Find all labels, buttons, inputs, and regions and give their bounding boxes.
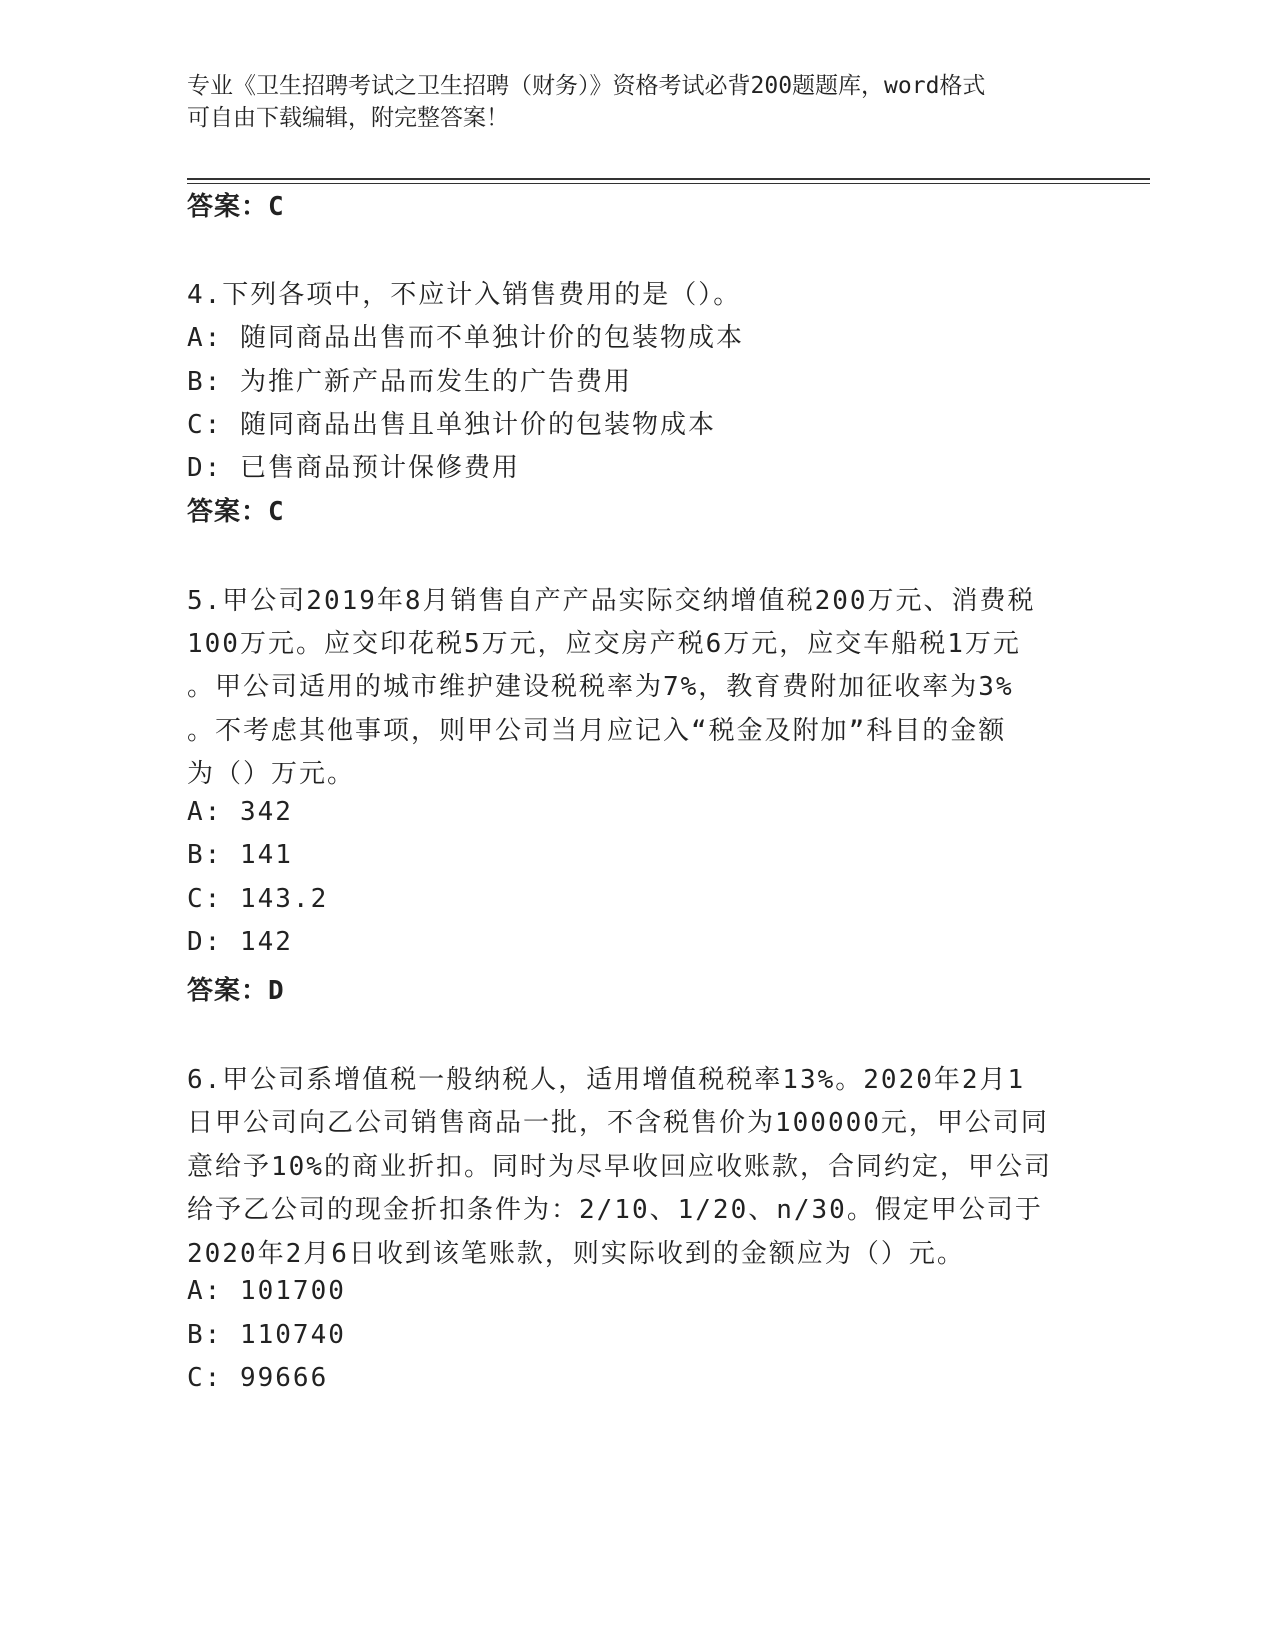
q6-stem-line-1: 6.甲公司系增值税一般纳税人，适用增值税税率13%。2020年2月1 — [187, 1065, 1026, 1095]
q5-stem-line-4: 。不考虑其他事项，则甲公司当月应记入“税金及附加”科目的金额 — [187, 716, 1007, 746]
q5-option-a: A: 342 — [187, 797, 293, 827]
header-line-1: 专业《卫生招聘考试之卫生招聘（财务）》资格考试必背200题题库，word格式 — [187, 73, 986, 99]
q4-stem: 4.下列各项中，不应计入销售费用的是（）。 — [187, 280, 742, 310]
q6-stem-line-4: 给予乙公司的现金折扣条件为：2/10、1/20、n/30。假定甲公司于 — [187, 1195, 1043, 1225]
q6-option-c: C: 99666 — [187, 1363, 329, 1393]
header-divider — [187, 178, 1150, 180]
q5-option-d: D: 142 — [187, 927, 293, 957]
answer-prev: 答案：C — [187, 192, 285, 222]
q5-option-b: B: 141 — [187, 840, 293, 870]
q5-option-c: C: 143.2 — [187, 884, 329, 914]
q5-answer: 答案：D — [187, 976, 285, 1006]
q6-stem-line-2: 日甲公司向乙公司销售商品一批，不含税售价为100000元，甲公司同 — [187, 1108, 1049, 1138]
q4-answer: 答案：C — [187, 497, 285, 527]
header-line-2: 可自由下载编辑，附完整答案！ — [187, 105, 509, 131]
q4-option-d: D: 已售商品预计保修费用 — [187, 453, 520, 483]
q6-option-b: B: 110740 — [187, 1320, 346, 1350]
q6-stem-line-3: 意给予10%的商业折扣。同时为尽早收回应收账款，合同约定，甲公司 — [187, 1152, 1052, 1182]
q6-stem-line-5: 2020年2月6日收到该笔账款，则实际收到的金额应为（）元。 — [187, 1239, 965, 1269]
q4-option-c: C: 随同商品出售且单独计价的包装物成本 — [187, 410, 716, 440]
q5-stem-line-1: 5.甲公司2019年8月销售自产产品实际交纳增值税200万元、消费税 — [187, 586, 1036, 616]
q4-option-a: A: 随同商品出售而不单独计价的包装物成本 — [187, 323, 744, 353]
page-header — [187, 70, 1067, 134]
q5-stem-line-2: 100万元。应交印花税5万元，应交房产税6万元，应交车船税1万元 — [187, 629, 1021, 659]
q5-stem-line-5: 为（）万元。 — [187, 759, 356, 789]
q6-option-a: A: 101700 — [187, 1276, 346, 1306]
header-divider-thin — [187, 183, 1150, 184]
q5-stem-line-3: 。甲公司适用的城市维护建设税税率为7%，教育费附加征收率为3% — [187, 672, 1014, 702]
q4-option-b: B: 为推广新产品而发生的广告费用 — [187, 367, 632, 397]
